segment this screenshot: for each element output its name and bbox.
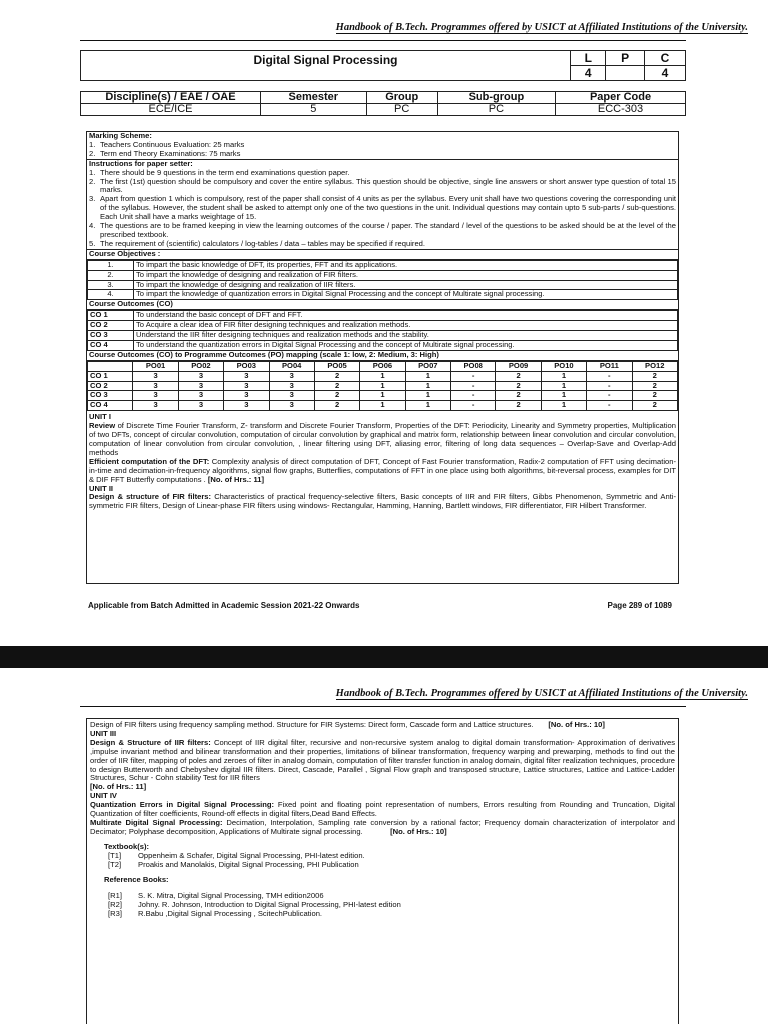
unit-3-hours: [No. of Hrs.: 11] <box>90 782 147 792</box>
outcomes-table <box>87 310 678 351</box>
subgroup-value: PC <box>437 104 555 116</box>
mapping-cell: 3 <box>224 381 269 391</box>
outcome-text: To understand the basic concept of DFT and FFT. <box>134 311 678 321</box>
running-header-2: Handbook of B.Tech. Programmes offered by USICT at Affiliated Institutions of the University. <box>335 688 748 699</box>
unit-1-efficient-body: Complexity analysis of direct computation of DFT, Concept of Fast Fourier transformation, Radix-2 computation of FFT using decimation-in-time and decimation-in-frequency algorithms, signal flow graphs, Butterflies, computations of FFT in one place using both algorithms, bit-reversal process, examples for DIT & DIF FFT Butterfly computations . <box>89 456 676 484</box>
mapping-header-row <box>88 361 678 371</box>
mapping-cell: 2 <box>496 391 541 401</box>
marking-item: Teachers Continuous Evaluation: 25 marks <box>100 139 245 149</box>
mapping-row <box>88 381 678 391</box>
reference-text: S. K. Mitra, Digital Signal Processing, TMH edition2006 <box>138 891 324 901</box>
reference-key: [R1] <box>108 891 122 901</box>
mapping-cell: PO09 <box>496 361 541 371</box>
mapping-cell: - <box>587 401 632 411</box>
discipline-header: Discipline(s) / EAE / OAE <box>81 92 261 104</box>
mapping-cell: 1 <box>541 381 586 391</box>
objective-text: To impart the basic knowledge of DFT, its properties, FFT and its applications. <box>134 260 678 270</box>
mapping-cell: 2 <box>314 391 359 401</box>
group-value: PC <box>366 104 437 116</box>
co-po-mapping-table <box>87 361 678 412</box>
outcome-key: CO 1 <box>88 311 134 321</box>
objective-text: To impart the knowledge of designing and realization of IIR filters. <box>134 280 678 290</box>
running-header: Handbook of B.Tech. Programmes offered by USICT at Affiliated Institutions of the University. <box>335 22 748 33</box>
mapping-cell: PO11 <box>587 361 632 371</box>
mapping-cell: 1 <box>360 381 405 391</box>
mapping-cell: 2 <box>314 381 359 391</box>
outcome-key: CO 3 <box>88 331 134 341</box>
mapping-cell: PO10 <box>541 361 586 371</box>
unit-4-hours: [No. of Hrs.: 10] <box>390 826 447 836</box>
unit-3-body: Concept of IIR digital filter, recursive and non-recursive system analog to digital domain transformation- Approximation of derivatives ,impulse invariant method and bilinear transformation and their properties, limitations of bilinear transformation, frequency warping and prewarping, methods to find out the order of IIR filter, mapping of poles and zeroes of filter in analog domain, computation of filter transfer function in analog domain, digital filter realization techniques, procedure to design Butterworth and Chebyshev digital IIR filters. Direct, Cascade, Parallel , Signal Flow graph and transposed structure, Lattice structures, Lattice and Lattice-Ladder Structures, Schur - Cohn stability Test for IIR filters <box>90 737 675 783</box>
textbooks-section <box>90 843 675 870</box>
mapping-row <box>88 401 678 411</box>
mapping-row-label: CO 2 <box>88 381 133 391</box>
mapping-cell: 1 <box>541 391 586 401</box>
unit-1-title: UNIT I <box>89 412 111 422</box>
mapping-cell: 3 <box>178 391 223 401</box>
references-title: Reference Books: <box>104 874 169 884</box>
mapping-cell: 3 <box>133 381 178 391</box>
instruction-item: Apart from question 1 which is compulsory, rest of the paper shall consist of 4 units as per the syllabus. Every unit shall have two questions covering the corresponding unit of the syllabus. However, the student shall be asked to attempt only one of the two questions in the unit. Individual questions may contain upto 5 sub-parts / sub-questions. Each Unit shall have a marks weightage of 15. <box>100 194 676 222</box>
mapping-row-label: CO 4 <box>88 401 133 411</box>
mapping-cell: PO12 <box>632 361 678 371</box>
mapping-cell: - <box>451 401 496 411</box>
mapping-cell: 1 <box>405 391 450 401</box>
mapping-title: Course Outcomes (CO) to Programme Outcomes (PO) mapping (scale 1: low, 2: Medium, 3: High) <box>87 351 678 361</box>
mapping-cell: 1 <box>541 401 586 411</box>
mapping-cell: 1 <box>360 401 405 411</box>
mapping-cell: 3 <box>224 371 269 381</box>
reference-key: [R3] <box>108 909 122 919</box>
mapping-cell: - <box>587 391 632 401</box>
mapping-cell: 3 <box>178 371 223 381</box>
lpc-l-value: 4 <box>571 66 606 81</box>
instruction-item: The questions are to be framed keeping in view the learning outcomes of the course / paper. The standard / level of the questions to be asked should be at the level of the prescribed textbook. <box>100 221 676 239</box>
subject-title: Digital Signal Processing <box>81 51 571 81</box>
reference-text: R.Babu ,Digital Signal Processing , ScitechPublication. <box>138 909 323 919</box>
mapping-cell: - <box>587 381 632 391</box>
mapping-cell: 3 <box>178 381 223 391</box>
discipline-table <box>80 91 686 116</box>
papercode-value: ECC-303 <box>556 104 686 116</box>
unit-4-quant-head: Quantization Errors in Digital Signal Processing: <box>90 800 275 810</box>
unit-1-efficient-head: Efficient computation of the DFT: <box>89 456 210 466</box>
mapping-cell: 1 <box>405 371 450 381</box>
outcome-text: To Acquire a clear idea of FIR filter designing techniques and realization methods. <box>134 321 678 331</box>
instructions: Instructions for paper setter: 1. There should be 9 questions in the term end examinations question paper. 2. The first (1st) question should be compulsory and cover the entire syllabus. This question should be objective, single line answers or short answer type question of total 15 marks. 3. Apart from question 1 which is compulsory, rest of the paper shall consist of 4 units as per the syllabus. Every unit shall have two questions covering the corresponding unit of the syllabus. However, the student shall be asked to attempt only one of the two questions in the unit. Individual questions may contain upto 5 sub-parts / sub-questions. Each Unit shall have a marks weightage of 15. 4. The questions are to be framed keeping in view the learning outcomes of the course / paper. The standard / level of the questions to be asked should be at the level of the prescribed textbook. 5. The requirement of (scientific) calculators / log-tables / data – tables may be specified if required. <box>89 158 676 248</box>
mapping-cell: 2 <box>632 391 678 401</box>
mapping-cell: PO05 <box>314 361 359 371</box>
outcome-key: CO 4 <box>88 340 134 350</box>
reference-text: Johny. R. Johnson, Introduction to Digital Signal Processing, PHI-latest edition <box>138 900 401 910</box>
lpc-p: P <box>606 51 644 66</box>
objectives-table <box>87 260 678 301</box>
unit-1-hours: [No. of Hrs.: 11] <box>207 474 265 484</box>
mapping-cell: - <box>451 371 496 381</box>
header-rule <box>80 40 686 41</box>
objectives-title: Course Objectives : <box>87 250 678 260</box>
textbook-key: [T2] <box>108 859 122 869</box>
outcomes-title: Course Outcomes (CO) <box>87 300 678 310</box>
objective-key: 3. <box>88 280 134 290</box>
mapping-cell: 2 <box>632 371 678 381</box>
mapping-cell: 2 <box>496 371 541 381</box>
mapping-cell: 2 <box>632 381 678 391</box>
unit-1-review-head: Review <box>89 421 116 431</box>
objective-text: To impart the knowledge of quantization errors in Digital Signal Processing and the concept of Multirate signal processing. <box>134 290 678 300</box>
lpc-c-value: 4 <box>644 66 685 81</box>
marking-title: Marking Scheme: <box>89 131 152 140</box>
mapping-cell: 3 <box>269 401 314 411</box>
subject-table <box>80 50 686 81</box>
unit-4-multirate-head: Multirate Digital Signal Processing: <box>90 817 223 827</box>
footer-applicable: Applicable from Batch Admitted in Academic Session 2021-22 Onwards <box>88 601 360 610</box>
mapping-cell: 3 <box>133 401 178 411</box>
unit-3-title: UNIT III <box>90 728 117 738</box>
textbook-text: Proakis and Manolakis, Digital Signal Processing, PHI Publication <box>138 859 359 869</box>
unit-4-quant-body: Fixed point and floating point representation of numbers, Errors resulting from Rounding and Truncation, Digital Quantization of filter coefficients, Round-off effects in digital filters,Dead Band Effects. <box>90 800 675 819</box>
textbook-key: [T1] <box>108 850 122 860</box>
mapping-cell: 2 <box>496 401 541 411</box>
unit-2-body: Characteristics of practical frequency-selective filters, Basic concepts of IIR and FIR filters, Gibbs Phenomenon, Symmetric and Anti-symmetric FIR filters, Design of Linear-phase FIR filters using windows- Rectangular, Hamming, Hanning, Bartlett windows, FIR differentiator, FIR Hilbert Transformer. <box>89 492 676 511</box>
mapping-cell: PO03 <box>224 361 269 371</box>
mapping-cell: 2 <box>314 401 359 411</box>
unit-3-head: Design & Structure of IIR filters: <box>90 737 211 747</box>
mapping-row <box>88 391 678 401</box>
instruction-item: There should be 9 questions in the term end examinations question paper. <box>100 167 350 177</box>
semester-value: 5 <box>261 104 367 116</box>
mapping-cell: PO07 <box>405 361 450 371</box>
semester-header: Semester <box>261 92 367 104</box>
instructions-title: Instructions for paper setter: <box>89 158 193 168</box>
subgroup-header: Sub-group <box>437 92 555 104</box>
mapping-cell: 1 <box>405 381 450 391</box>
lpc-l: L <box>571 51 606 66</box>
mapping-cell: PO04 <box>269 361 314 371</box>
papercode-header: Paper Code <box>556 92 686 104</box>
mapping-cell: 1 <box>360 391 405 401</box>
unit-1-review-body: of Discrete Time Fourier Transform, Z- transform and Discrete Fourier Transform, Properties of the DFT: Periodicity, Linearity and Symmetry properties, Multiplication of two DFTs, concept of circular convolution, computation of circular convolution by graphical and matrix form, relationship between linear convolution and circular convolution, computation of linear convolution from circular convolution, , linear filtering using DFT, aliasing error, filtering of long data sequences – Overlap-Save and Overlap-Add methods <box>89 421 676 457</box>
mapping-cell: 3 <box>269 391 314 401</box>
objective-key: 1. <box>88 260 134 270</box>
mapping-cell: 2 <box>314 371 359 381</box>
mapping-cell: 1 <box>405 401 450 411</box>
discipline-value: ECE/ICE <box>81 104 261 116</box>
unit-4-title: UNIT IV <box>90 791 118 801</box>
mapping-row <box>88 371 678 381</box>
units-section <box>87 411 678 511</box>
reference-key: [R2] <box>108 900 122 910</box>
mapping-cell: 3 <box>224 401 269 411</box>
instruction-item: The requirement of (scientific) calculators / log-tables / data – tables may be specified if required. <box>100 238 425 248</box>
mapping-cell: - <box>587 371 632 381</box>
objective-key: 4. <box>88 290 134 300</box>
mapping-cell: 3 <box>133 391 178 401</box>
unit-2-head: Design & structure of FIR filters: <box>89 492 212 502</box>
mapping-cell: 1 <box>541 371 586 381</box>
textbook-text: Oppenheim & Schafer, Digital Signal Processing, PHI-latest edition. <box>138 850 365 860</box>
mapping-cell: 2 <box>496 381 541 391</box>
mapping-cell: 3 <box>269 381 314 391</box>
mapping-row-label <box>88 361 133 371</box>
mapping-cell: 2 <box>632 401 678 411</box>
textbooks-title: Textbook(s): <box>104 841 149 851</box>
mapping-cell: - <box>451 391 496 401</box>
mapping-row-label: CO 3 <box>88 391 133 401</box>
outcome-text: To understand the quantization errors in Digital Signal Processing and the concept of Multirate signal processing. <box>134 340 678 350</box>
instruction-item: The first (1st) question should be compulsory and cover the entire syllabus. This question should be objective, single line answers or short answer type question of total 15 marks. <box>100 176 676 195</box>
mapping-cell: 3 <box>224 391 269 401</box>
marking-item: Term end Theory Examinations: 75 marks <box>100 148 241 158</box>
mapping-cell: 1 <box>360 371 405 381</box>
mapping-cell: PO02 <box>178 361 223 371</box>
mapping-row-label: CO 1 <box>88 371 133 381</box>
syllabus-box-continued <box>86 718 679 1024</box>
page-footer <box>88 601 672 610</box>
lpc-p-value <box>606 66 644 81</box>
mapping-cell: 3 <box>133 371 178 381</box>
footer-page-number: Page 289 of 1089 <box>607 601 672 610</box>
unit-4-multirate-body: Decimation, Interpolation, Sampling rate conversion by a rational factor; Frequency domain characterization of interpolator and Decimator; Polyphase decomposition, Applications of Multirate signal processing. <box>90 817 675 836</box>
syllabus-box <box>86 131 679 584</box>
unit-2-hours: [No. of Hrs.: 10] <box>548 720 605 729</box>
unit-2-title: UNIT II <box>89 483 114 493</box>
group-header: Group <box>366 92 437 104</box>
objective-text: To impart the knowledge of designing and realization of FIR filters. <box>134 270 678 280</box>
mapping-cell: - <box>451 381 496 391</box>
outcome-text: Understand the IIR filter designing techniques and realization methods and the stability. <box>134 331 678 341</box>
outcome-key: CO 2 <box>88 321 134 331</box>
marking-scheme: Marking Scheme: 1. Teachers Continuous Evaluation: 25 marks 2. Term end Theory Examinations: 75 marks <box>87 132 678 160</box>
objective-key: 2. <box>88 270 134 280</box>
mapping-cell: 3 <box>269 371 314 381</box>
header-rule-2 <box>80 706 686 707</box>
mapping-cell: PO08 <box>451 361 496 371</box>
references-section <box>90 876 675 920</box>
mapping-cell: PO01 <box>133 361 178 371</box>
mapping-cell: PO06 <box>360 361 405 371</box>
mapping-cell: 3 <box>178 401 223 411</box>
page-290 <box>0 668 768 1024</box>
unit-2-continued: Design of FIR filters using frequency sampling method. Structure for FIR Systems: Direct form, Cascade form and Lattice structures. <box>90 720 534 729</box>
lpc-c: C <box>644 51 685 66</box>
page-separator <box>0 646 768 668</box>
